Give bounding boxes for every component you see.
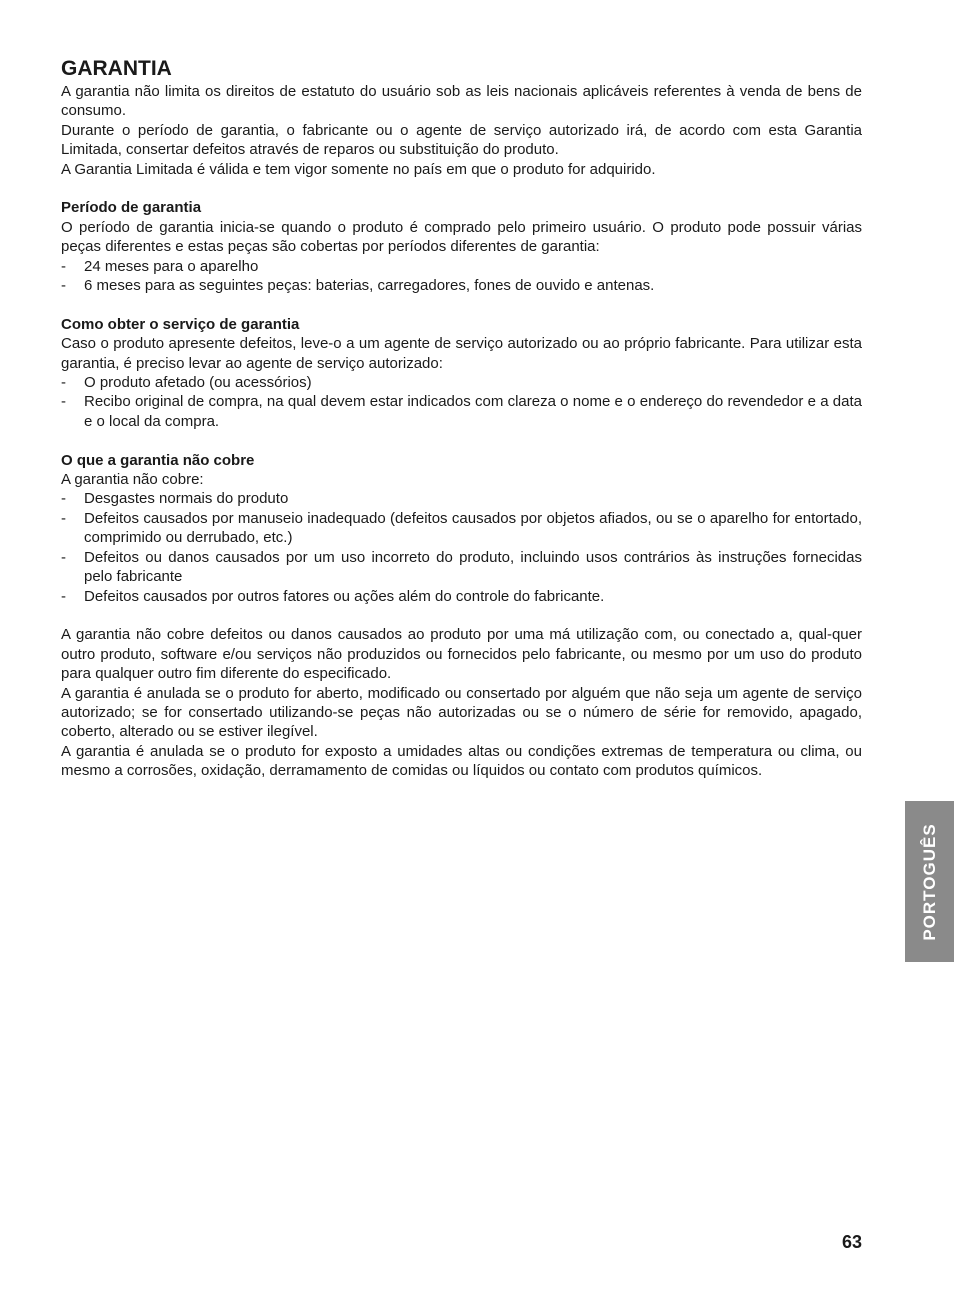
not-covered-list: [61, 489, 862, 605]
list-item-text: Defeitos causados por outros fatores ou ações além do controle do fabricante.: [84, 587, 605, 605]
list-item-text: Recibo original de compra, na qual devem estar indicados com clareza o nome e o endereço do revendedor e a data e o local da compra.: [84, 393, 862, 430]
list-item: [61, 257, 862, 276]
intro-paragraph: A garantia não limita os direitos de estatuto do usuário sob as leis nacionais aplicáveis referentes à venda de bens de consumo.: [61, 83, 862, 120]
period-heading: Período de garantia: [61, 199, 202, 217]
language-tab-label: PORTOGUÊS: [919, 822, 939, 941]
list-item: [61, 548, 862, 587]
list-item-text: Defeitos causados por manuseio inadequado (defeitos causados por objetos afiados, ou se o aparelho for entortado, comprimido ou derrubado, etc.): [84, 509, 862, 547]
closing-paragraph: A garantia é anulada se o produto for aberto, modificado ou consertado por alguém que não seja um agente de serviço autorizado; se for consertado utilizando-se peças não autorizadas ou se o número de série for removido, apagado, coberto, alterado ou se estiver ilegível.: [61, 684, 862, 741]
intro-paragraph: A Garantia Limitada é válida e tem vigor somente no país em que o produto for adquirido.: [61, 160, 656, 178]
not-covered-text: A garantia não cobre:: [61, 471, 204, 489]
page-title: GARANTIA: [61, 57, 172, 80]
closing-paragraph: A garantia não cobre defeitos ou danos causados ao produto por uma má utilização com, ou conectado a, qual-quer outro produto, software e/ou serviços não produzidos ou fornecidos pelo fabricante, ou mesmo por um uso do produto para qualquer outro fim diferente do especificado.: [61, 626, 862, 683]
bullet-dash: -: [61, 548, 66, 566]
list-item: [61, 489, 862, 508]
list-item: [61, 276, 862, 295]
list-item: [61, 509, 862, 548]
service-text: Caso o produto apresente defeitos, leve-o a um agente de serviço autorizado ou ao próprio fabricante. Para utilizar esta garantia, é preciso levar ao agente de serviço autorizado:: [61, 335, 862, 372]
list-item-text: 24 meses para o aparelho: [84, 257, 259, 275]
not-covered-heading: O que a garantia não cobre: [61, 451, 255, 469]
period-list: [61, 257, 862, 296]
list-item-text: 6 meses para as seguintes peças: baterias, carregadores, fones de ouvido e antenas.: [84, 277, 655, 295]
intro-block: [61, 82, 862, 179]
document-body: [61, 56, 862, 781]
bullet-dash: -: [61, 374, 66, 392]
list-item-text: Defeitos ou danos causados por um uso incorreto do produto, incluindo usos contrários às instruções fornecidas pelo fabricante: [84, 548, 862, 586]
not-covered-section: [61, 451, 862, 606]
list-item-text: Desgastes normais do produto: [84, 490, 289, 508]
bullet-dash: -: [61, 490, 66, 508]
service-section: [61, 315, 862, 431]
intro-paragraph: Durante o período de garantia, o fabricante ou o agente de serviço autorizado irá, de acordo com esta Garantia Limitada, consertar defeitos através de reparos ou substituição do produto.: [61, 121, 862, 159]
bullet-dash: -: [61, 393, 66, 411]
list-item: [61, 373, 862, 392]
service-list: [61, 373, 862, 431]
bullet-dash: -: [61, 257, 66, 275]
bullet-dash: -: [61, 277, 66, 295]
list-item-text: O produto afetado (ou acessórios): [84, 374, 312, 392]
page-number: 63: [841, 1232, 862, 1252]
period-section: [61, 198, 862, 295]
language-side-tab: [905, 801, 954, 962]
period-text: O período de garantia inicia-se quando o produto é comprado pelo primeiro usuário. O produto pode possuir várias peças diferentes e estas peças são cobertas por períodos diferentes de garantia:: [61, 218, 862, 256]
bullet-dash: -: [61, 509, 66, 527]
closing-block: [61, 625, 862, 780]
bullet-dash: -: [61, 587, 66, 605]
list-item: [61, 587, 862, 606]
service-heading: Como obter o serviço de garantia: [61, 315, 300, 333]
closing-paragraph: A garantia é anulada se o produto for exposto a umidades altas ou condições extremas de temperatura ou clima, ou mesmo a corrosões, oxidação, derramamento de comidas ou líquidos ou contato com produtos químicos.: [61, 742, 862, 780]
list-item: [61, 392, 862, 431]
